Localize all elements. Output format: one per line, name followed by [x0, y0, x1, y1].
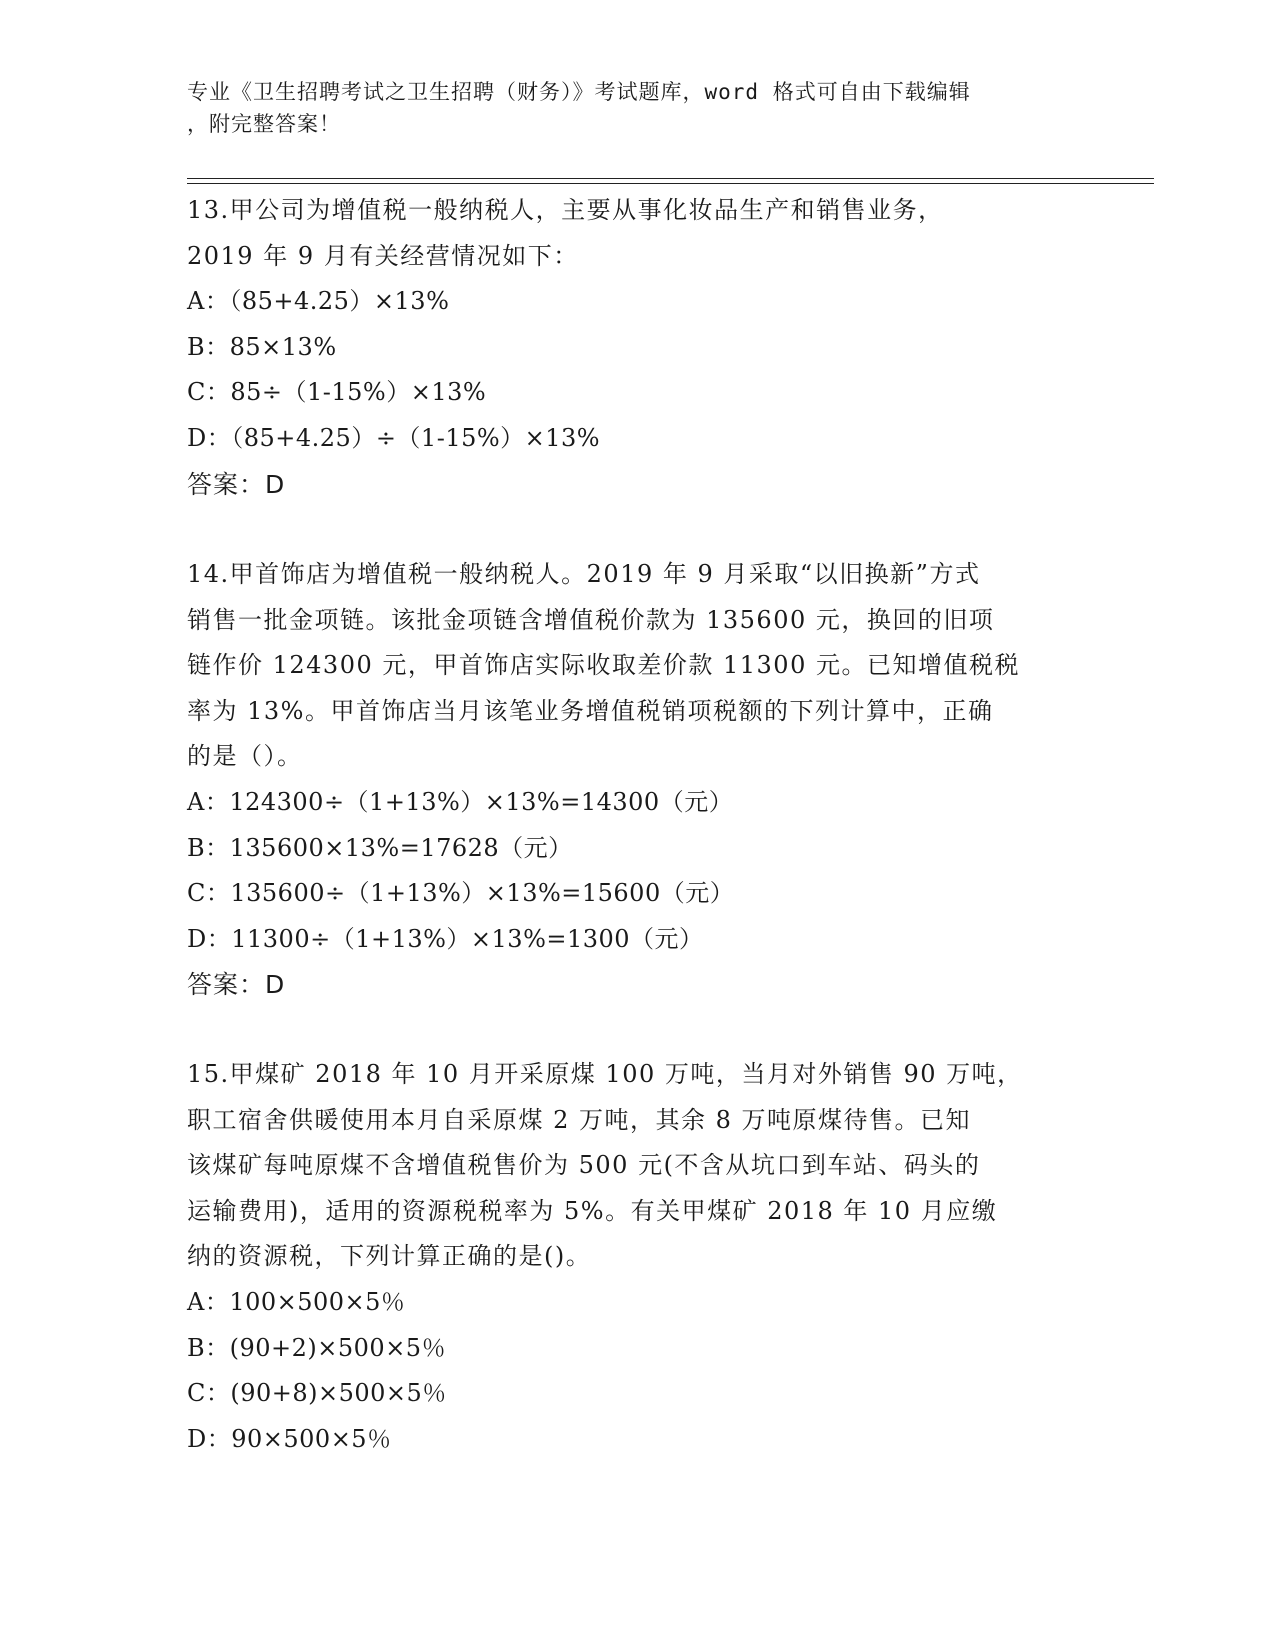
question-text-line: 该煤矿每吨原煤不含增值税售价为 500 元(不含从坑口到车站、码头的: [187, 1151, 981, 1180]
question-text-line: 销售一批金项链。该批金项链含增值税价款为 135600 元，换回的旧项: [187, 605, 995, 634]
question-text-line: 职工宿舍供暖使用本月自采原煤 2 万吨，其余 8 万吨原煤待售。已知: [187, 1105, 972, 1134]
option-c: C：135600÷（1+13%）×13%=15600（元）: [187, 879, 735, 908]
header-divider-top: [187, 178, 1154, 179]
question-15: [187, 1052, 1087, 1462]
option-d: D：90×500×5％: [187, 1424, 392, 1453]
answer-line: 答案：D: [187, 469, 286, 499]
question-text-line: 率为 13%。甲首饰店当月该笔业务增值税销项税额的下列计算中，正确: [187, 696, 994, 725]
question-text-line: 链作价 124300 元，甲首饰店实际收取差价款 11300 元。已知增值税税: [187, 651, 1020, 680]
question-text-line: 的是（）。: [187, 742, 303, 771]
header-line-2: ，附完整答案！: [187, 112, 341, 136]
option-b: B：85×13%: [187, 332, 337, 361]
header-divider-bottom: [187, 183, 1154, 184]
option-b: B：135600×13%=17628（元）: [187, 833, 573, 862]
option-a: A：（85+4.25）×13%: [187, 287, 450, 316]
header-line-1: 专业《卫生招聘考试之卫生招聘（财务）》考试题库，word 格式可自由下载编辑: [187, 80, 971, 104]
option-b: B：(90+2)×500×5％: [187, 1333, 447, 1362]
question-14: [187, 552, 1087, 1008]
option-a: A：124300÷（1+13%）×13%=14300（元）: [187, 787, 734, 816]
question-13: [187, 188, 1087, 507]
question-text-line: 纳的资源税，下列计算正确的是()。: [187, 1242, 592, 1271]
question-text-line: 2019 年 9 月有关经营情况如下：: [187, 241, 579, 270]
document-header: [187, 76, 1087, 140]
option-c: C：85÷（1-15%）×13%: [187, 378, 487, 407]
question-text-line: 运输费用)，适用的资源税税率为 5%。有关甲煤矿 2018 年 10 月应缴: [187, 1196, 998, 1225]
option-c: C：(90+8)×500×5％: [187, 1379, 447, 1408]
question-text-line: 15.甲煤矿 2018 年 10 月开采原煤 100 万吨，当月对外销售 90 万吨，: [187, 1060, 1023, 1088]
option-a: A：100×500×5％: [187, 1287, 406, 1316]
question-text-line: 13.甲公司为增值税一般纳税人，主要从事化妆品生产和销售业务，: [187, 196, 944, 224]
option-d: D：（85+4.25）÷（1-15%）×13%: [187, 423, 601, 452]
question-text-line: 14.甲首饰店为增值税一般纳税人。2019 年 9 月采取“以旧换新”方式: [187, 560, 981, 588]
answer-line: 答案：D: [187, 970, 286, 1000]
option-d: D：11300÷（1+13%）×13%=1300（元）: [187, 924, 704, 953]
